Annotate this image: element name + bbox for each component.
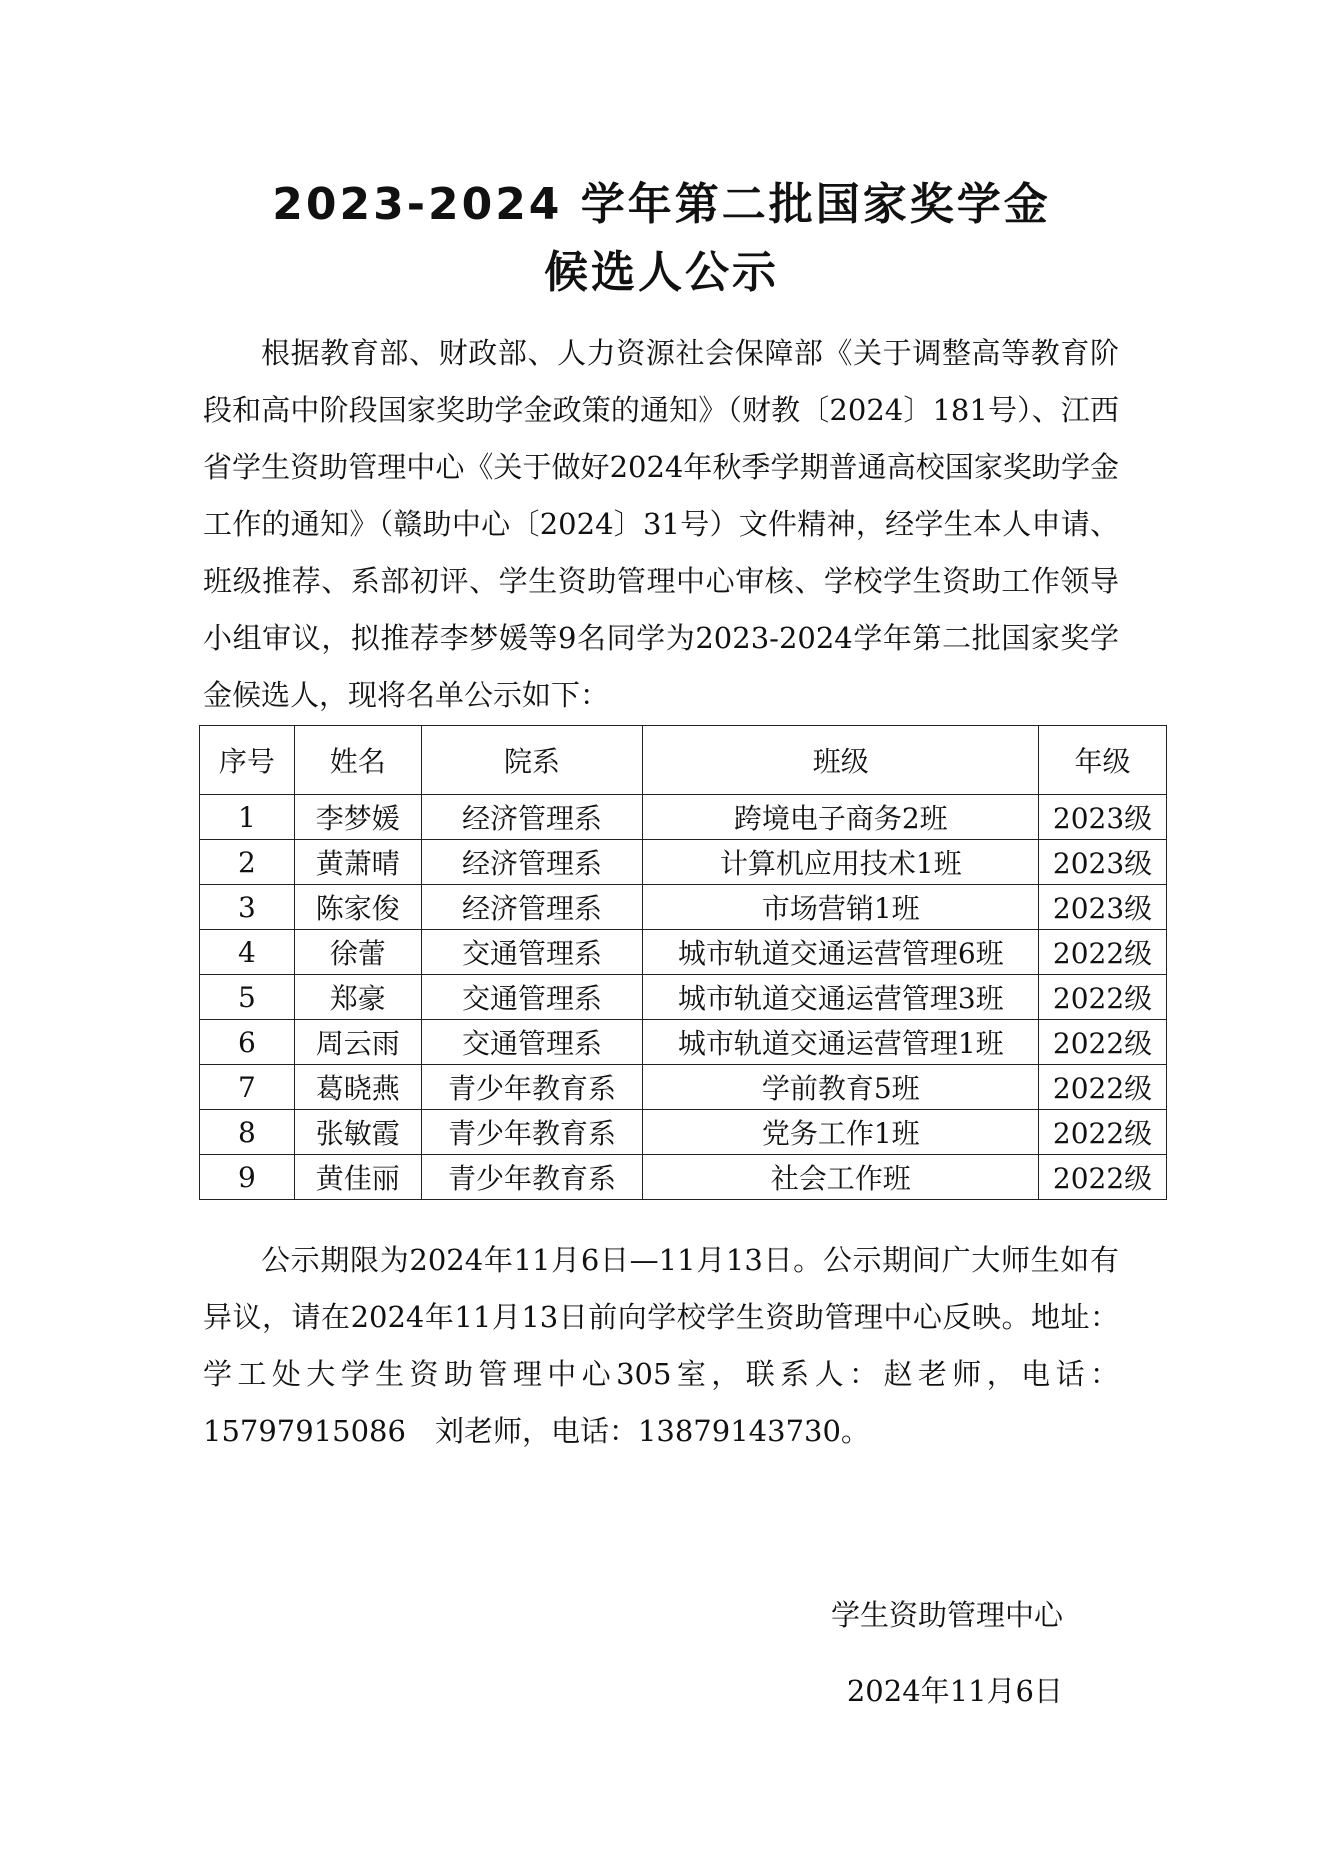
cell-grade: 2022级 xyxy=(1039,1065,1167,1110)
header-grade: 年级 xyxy=(1039,726,1167,795)
cell-class: 学前教育5班 xyxy=(643,1065,1039,1110)
cell-index: 5 xyxy=(200,975,295,1020)
cell-department: 青少年教育系 xyxy=(421,1065,643,1110)
title-line-1: 2023-2024 学年第二批国家奖学金 xyxy=(272,179,1051,230)
cell-grade: 2023级 xyxy=(1039,885,1167,930)
table-row xyxy=(200,1020,1167,1065)
table-row xyxy=(200,1110,1167,1155)
cell-name: 张敏霞 xyxy=(294,1110,421,1155)
cell-department: 交通管理系 xyxy=(421,975,643,1020)
cell-class: 市场营销1班 xyxy=(643,885,1039,930)
cell-index: 6 xyxy=(200,1020,295,1065)
cell-name: 黄萧晴 xyxy=(294,840,421,885)
header-index: 序号 xyxy=(200,726,295,795)
table-row xyxy=(200,1155,1167,1200)
cell-class: 党务工作1班 xyxy=(643,1110,1039,1155)
cell-name: 黄佳丽 xyxy=(294,1155,421,1200)
cell-grade: 2023级 xyxy=(1039,840,1167,885)
header-department: 院系 xyxy=(421,726,643,795)
header-class: 班级 xyxy=(643,726,1039,795)
cell-name: 郑豪 xyxy=(294,975,421,1020)
table-row xyxy=(200,930,1167,975)
intro-paragraph: 根据教育部、财政部、人力资源社会保障部《关于调整高等教育阶段和高中阶段国家奖助学金政策的通知》（财教〔2024〕181号）、江西省学生资助管理中心《关于做好2024年秋季学期普通高校国家奖助学金工作的通知》（赣助中心〔2024〕31号）文件精神，经学生本人申请、班级推荐、系部初评、学生资助管理中心审核、学校学生资助工作领导小组审议，拟推荐李梦媛等9名同学为2023-2024学年第二批国家奖学金候选人，现将名单公示如下： xyxy=(203,336,1119,712)
cell-department: 交通管理系 xyxy=(421,1020,643,1065)
table-row xyxy=(200,840,1167,885)
table-row xyxy=(200,795,1167,840)
cell-grade: 2022级 xyxy=(1039,1155,1167,1200)
cell-index: 9 xyxy=(200,1155,295,1200)
cell-name: 李梦媛 xyxy=(294,795,421,840)
table-row xyxy=(200,1065,1167,1110)
cell-department: 经济管理系 xyxy=(421,840,643,885)
cell-index: 1 xyxy=(200,795,295,840)
cell-index: 8 xyxy=(200,1110,295,1155)
table-row xyxy=(200,975,1167,1020)
table-header-row xyxy=(200,726,1167,795)
cell-department: 交通管理系 xyxy=(421,930,643,975)
cell-class: 城市轨道交通运营管理3班 xyxy=(643,975,1039,1020)
cell-index: 3 xyxy=(200,885,295,930)
header-name: 姓名 xyxy=(294,726,421,795)
cell-department: 经济管理系 xyxy=(421,885,643,930)
signature-date: 2024年11月6日 xyxy=(846,1674,1063,1708)
cell-department: 经济管理系 xyxy=(421,795,643,840)
cell-name: 陈家俊 xyxy=(294,885,421,930)
cell-class: 跨境电子商务2班 xyxy=(643,795,1039,840)
cell-name: 徐蕾 xyxy=(294,930,421,975)
cell-grade: 2022级 xyxy=(1039,1110,1167,1155)
cell-grade: 2022级 xyxy=(1039,975,1167,1020)
cell-department: 青少年教育系 xyxy=(421,1155,643,1200)
cell-index: 2 xyxy=(200,840,295,885)
cell-class: 计算机应用技术1班 xyxy=(643,840,1039,885)
cell-index: 4 xyxy=(200,930,295,975)
cell-class: 城市轨道交通运营管理6班 xyxy=(643,930,1039,975)
cell-index: 7 xyxy=(200,1065,295,1110)
cell-grade: 2023级 xyxy=(1039,795,1167,840)
cell-department: 青少年教育系 xyxy=(421,1110,643,1155)
cell-name: 葛晓燕 xyxy=(294,1065,421,1110)
title-line-2: 候选人公示 xyxy=(544,247,779,298)
signature-organization: 学生资助管理中心 xyxy=(830,1598,1063,1632)
cell-class: 社会工作班 xyxy=(643,1155,1039,1200)
notice-paragraph: 公示期限为2024年11月6日—11月13日。公示期间广大师生如有异议，请在2024年11月13日前向学校学生资助管理中心反映。地址：学工处大学生资助管理中心305室，联系人：赵老师，电话：15797915086 刘老师，电话：13879143730。 xyxy=(203,1243,1119,1448)
cell-grade: 2022级 xyxy=(1039,930,1167,975)
cell-class: 城市轨道交通运营管理1班 xyxy=(643,1020,1039,1065)
candidate-table xyxy=(199,725,1167,1200)
table-row xyxy=(200,885,1167,930)
cell-grade: 2022级 xyxy=(1039,1020,1167,1065)
cell-name: 周云雨 xyxy=(294,1020,421,1065)
